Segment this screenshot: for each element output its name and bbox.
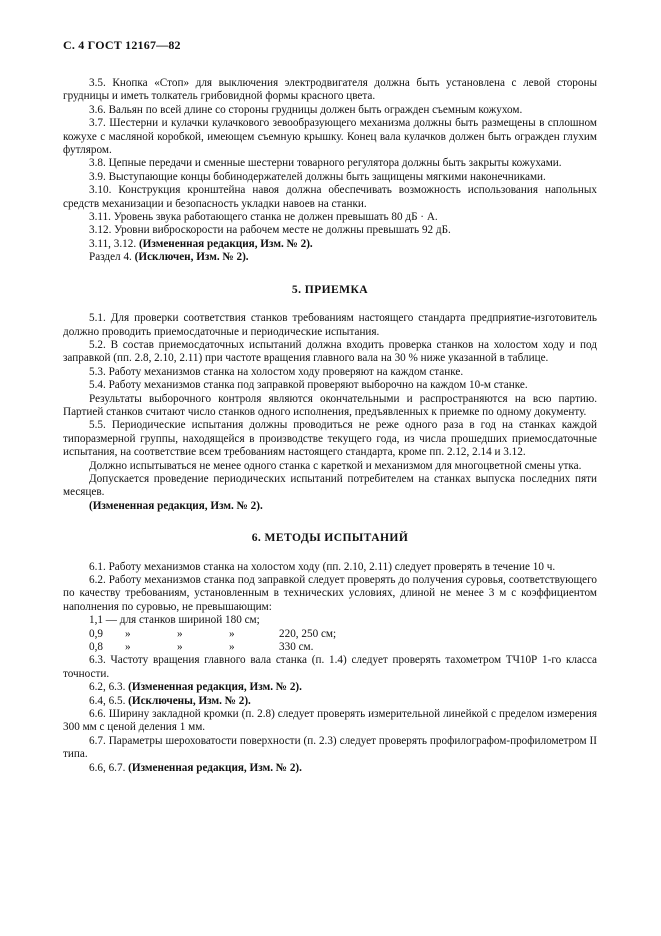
note-ref: 3.11, 3.12. (89, 237, 137, 250)
item-6-7: 6.7. Параметры шероховатости поверхности (п. 2.3) следует проверять профилографом-профилометром II типа. (63, 734, 597, 761)
item-3-11: 3.11. Уровень звука работающего станка не должен превышать 80 дБ · А. (89, 211, 438, 224)
ditto-mark: » (229, 627, 235, 640)
note-text: (Исключен, Изм. № 2). (134, 251, 249, 264)
note-ref: Раздел 4. (89, 251, 132, 264)
fill-factor-row (63, 614, 597, 627)
item-5-1: 5.1. Для проверки соответствия станков требованиям настоящего стандарта предприятие-изготовитель должно проводить приемосдаточные и периодические испытания. (63, 312, 597, 338)
fill-factor-width: 330 см. (279, 641, 314, 654)
fill-factor-value: 0,8 (89, 641, 103, 654)
fill-factor-row (63, 641, 597, 654)
item-5-4-results: Результаты выборочного контроля являются окончательными и распространяются на всю партию. Партией станков считают число станков одного исполнения, предъявленных к приемке по одному документу. (63, 392, 597, 418)
item-6-3: 6.3. Частоту вращения главного вала станка (п. 1.4) следует проверять тахометром ТЧ10Р 1-го класса точности. (63, 654, 597, 680)
item-6-2: 6.2. Работу механизмов станка под заправкой следует проверять до получения суровья, соответствующего по качеству требованиям, установленным в технических условиях, длиной не менее 3 м с коэффициентом наполнения по суровью, не превышающим: (63, 574, 597, 613)
note-text: (Измененная редакция, Изм. № 2). (138, 237, 313, 250)
item-3-7: 3.7. Шестерни и кулачки кулачкового зевообразующего механизма должны быть размещены в сплошном кожухе с масляной коробкой, имеющем съемную крышку. Конец вала кулачков должен быть огражден глухим футляром. (63, 117, 597, 157)
fill-factor-width: 220, 250 см; (279, 627, 337, 640)
note-text: (Измененная редакция, Изм. № 2). (128, 681, 302, 694)
note-section-4 (63, 251, 597, 264)
fill-factor-cell: 1,1 — для станков шириной 180 см; (89, 614, 260, 627)
ditto-mark: » (229, 641, 235, 654)
ditto-mark: » (125, 627, 131, 640)
ditto-mark: » (177, 627, 183, 640)
note-ref: 6.6, 6.7. (89, 761, 126, 774)
page-header: С. 4 ГОСТ 12167—82 (63, 38, 181, 52)
ditto-mark: » (125, 641, 131, 654)
note-text: (Измененная редакция, Изм. № 2). (128, 761, 302, 774)
ditto-mark: » (177, 641, 183, 654)
document-body (63, 77, 597, 775)
item-6-1: 6.1. Работу механизмов станка на холостом ходу (пп. 2.10, 2.11) следует проверять в течение 10 ч. (89, 560, 556, 573)
note-ref: 6.4, 6.5. (89, 694, 126, 707)
note-6-6-6-7 (63, 762, 597, 775)
item-5-3: 5.3. Работу механизмов станка на холостом ходу проверяют на каждом станке. (89, 365, 464, 378)
item-3-6: 3.6. Вальян по всей длине со стороны грудницы должен быть огражден съемным кожухом. (89, 103, 523, 116)
fill-factor-row (63, 628, 597, 641)
item-5-5-carriage: Должно испытываться не менее одного станка с кареткой и механизмом для многоцветной смены утка. (89, 459, 582, 472)
item-3-8: 3.8. Цепные передачи и сменные шестерни товарного регулятора должны быть закрыты кожухами. (89, 157, 562, 170)
section-5-title: 5. ПРИЕМКА (291, 282, 369, 296)
item-6-6: 6.6. Ширину закладной кромки (п. 2.8) следует проверять измерительной линейкой с пределом измерения 300 мм с ценой деления 1 мм. (63, 708, 597, 734)
item-5-2: 5.2. В состав приемосдаточных испытаний должна входить проверка станков на холостом ходу и под заправкой (пп. 2.8, 2.10, 2.11) при частоте вращения главного вала на 30 % ниже указанной в таблице. (63, 338, 597, 365)
fill-factor-value: 0,9 (89, 627, 103, 640)
note-6-2-6-3 (63, 681, 597, 694)
note-text: (Исключены, Изм. № 2). (128, 694, 251, 707)
note-6-4-6-5 (63, 695, 597, 708)
item-3-10: 3.10. Конструкция кронштейна навоя должна обеспечивать возможность использования напольных средств механизации и безопасность укладки навоев на станки. (63, 184, 597, 210)
note-3-11-3-12 (63, 238, 597, 251)
section-6-title: 6. МЕТОДЫ ИСПЫТАНИЙ (251, 531, 409, 545)
item-3-12: 3.12. Уровни виброскорости на рабочем месте не должны превышать 92 дБ. (89, 224, 451, 237)
item-5-4: 5.4. Работу механизмов станка под заправкой проверяют выборочно на каждом 10-м станке. (89, 379, 528, 392)
item-5-5-consumer: Допускается проведение периодических испытаний потребителем на станках выпуска последних пяти месяцев. (63, 472, 597, 499)
note-section-5: (Измененная редакция, Изм. № 2). (89, 499, 263, 512)
item-5-5: 5.5. Периодические испытания должны проводиться не реже одного раза в год на станках каждой типоразмерной группы, находящейся в производстве текущего года, из числа прошедших приемосдаточные испытания, на соответствие всем требованиям настоящего стандарта, кроме пп. 2.12, 2.14 и 3.12. (63, 419, 597, 459)
item-3-9: 3.9. Выступающие концы бобинодержателей должны быть защищены мягкими наконечниками. (89, 170, 546, 183)
note-ref: 6.2, 6.3. (89, 681, 126, 694)
item-3-5: 3.5. Кнопка «Стоп» для выключения электродвигателя должна быть установлена с левой стороны грудницы и иметь толкатель грибовидной формы красного цвета. (63, 77, 597, 103)
